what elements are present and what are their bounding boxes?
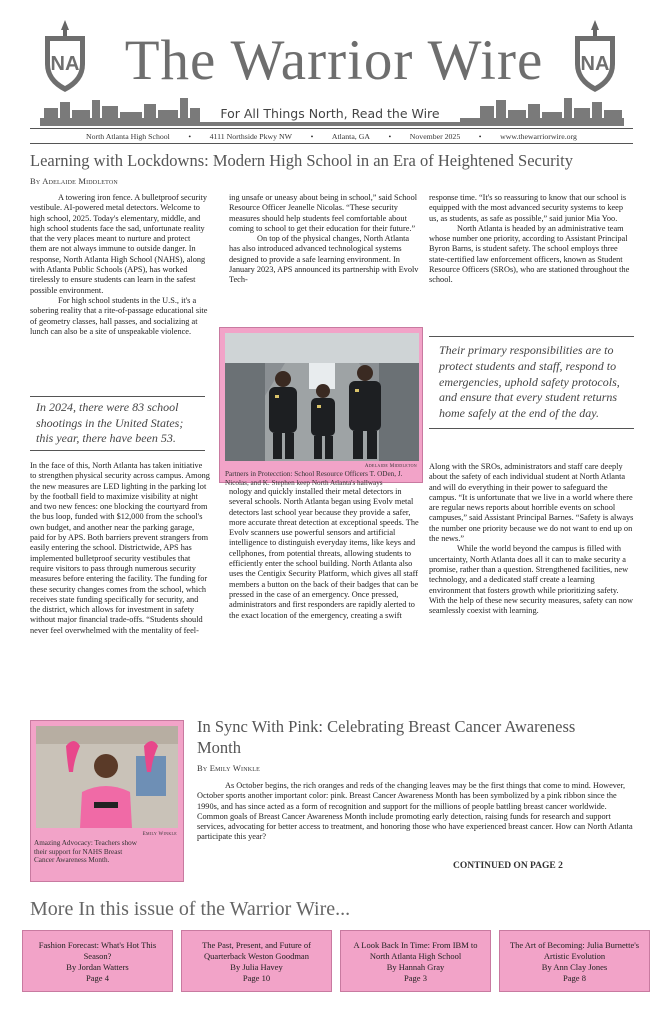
- article1-paragraph: In the face of this, North Atlanta has taken initiative to strengthen physical security across campus. Among the new measures are LED lighting in the parking lot by the football field to maximize visibility at night and two new fences: one blocking the courtyard from the bus loop, funded with $12,000 from the school's own budget, and another near the parking garage, paid for by APS. Both barriers prevent strangers from easily entering the school. Districtwide, APS has implemented bulletproof security vestibules that require visitors to pass through numerous security measures before entering the facility. The funding for these security changes comes from the school, which receives state funding specifically for security, and the district, which allows for investment in safety without major financial trade-offs. “Students should never feel overwhelmed with the mentality of feel-: [30, 461, 210, 635]
- article1-paragraph: On top of the physical changes, North Atlanta has also introduced advanced technological systems designed to provide a safe learning environment. In January 2023, APS announced its partnership with Evolv Tech-: [229, 234, 419, 285]
- sro-photo-frame: [219, 327, 423, 487]
- article1-paragraph: Along with the SROs, administrators and staff care deeply about the safety of each individual student at North Atlanta and will do everything in their power to safeguard the campus. “It is unfortunate that we live in a world where there are regular news reports about horrible events on school campuses,” said Assistant Principal Barnes. “Safety is always the number one priority because we do not want to end up on the news.”: [429, 462, 634, 544]
- article1-column-1: [30, 193, 208, 337]
- school-address: 4111 Northside Pkwy NW: [209, 131, 293, 141]
- teaser-author: By Julia Havey: [230, 962, 283, 972]
- school-name: North Atlanta High School: [86, 131, 170, 141]
- article2-byline: By Emily Winkle: [197, 763, 261, 773]
- teaser-author: By Ann Clay Jones: [541, 962, 608, 972]
- issue-date: November 2025: [409, 131, 461, 141]
- teaser-page: Page 8: [563, 973, 586, 983]
- article1-paragraph: While the world beyond the campus is filled with uncertainty, North Atlanta does all it can to make security a promise, rather than a question. Strengthened facilities, new technology, and a dedicated staff create a learning environment that fosters growth while prioritizing safety. With the help of these new security measures, safety can now seamlessly coexist with learning.: [429, 544, 634, 616]
- article1-paragraph: nology and quickly installed their metal detectors in several schools. North Atlanta began using Evolv metal detectors last school year because they provide a safer, more accurate threat detection at exceptional speeds. The Evolv scanners use powerful sensors and artificial intelligence to distinguish everyday items, like keys and cellphones, from potential threats, allowing students to efficiently enter the school building. North Atlanta also uses the Centigix Security Platform, which gives all staff members a button on the back of their badges that can be pressed in the case of an emergency. Once pressed, administrators and first responders are rapidly alerted to the exact location of the emergency, creating a swift: [229, 487, 419, 620]
- warrior-shield-logo-right: [572, 20, 618, 94]
- teaser-title: Fashion Forecast: What's Hot This Season?: [38, 940, 157, 961]
- bullet-icon: •: [188, 131, 192, 141]
- website-link[interactable]: www.thewarriorwire.org: [500, 131, 577, 141]
- photo-caption: Partners in Protecction: School Resource Officers T. ODen, J. Nicolas, and K. Stephen keep North Atlanta's hallways: [225, 470, 403, 487]
- teaser-title: The Art of Becoming: Julia Burnette's Artistic Evolution: [509, 940, 640, 961]
- sro-officers-photo: [225, 333, 419, 461]
- warrior-shield-logo-left: [42, 20, 88, 94]
- masthead-title: The Warrior Wire: [124, 29, 544, 92]
- teaser-author: By Hannah Gray: [386, 962, 445, 972]
- article2-paragraph: As October begins, the rich oranges and reds of the changing leaves may be the first things that come to mind. However, October sports another important color: pink. Breast Cancer Awareness Month has been symbolized by a pink ribbon since the 1990s, and has since acted as a form of recognition and support for the millions of people battling breast cancer worldwide. Common goals of Breast Cancer Awareness Month include promoting early detection, raising funds for research and support services, advocating for better access to treatment, and honoring those who have experienced breast cancer. How can North Atlanta participate this year?: [197, 781, 633, 842]
- teacher-pink-photo: [36, 726, 178, 828]
- svg-text:NA: NA: [50, 53, 80, 75]
- article1-column-1b: [30, 461, 210, 636]
- article1-paragraph: North Atlanta is headed by an administrative team whose number one priority, according to Assistant Principal Byron Barns, is student safety. The school employs three state-certified law enforcement officers, known as Student Resource Officers (SROs), who are stationed throughout the school.: [429, 223, 630, 285]
- pull-quote-sro: Their primary responsibilities are to protect students and staff, respond to emergencies, uphold safety protocols, and ensure that every student returns home safely at the end of the day.: [429, 336, 634, 429]
- photo-credit: Adelaide Middleton: [364, 464, 417, 469]
- teaser-title: The Past, Present, and Future of Quarterback Weston Goodman: [202, 940, 311, 961]
- teaser-page: Page 4: [86, 973, 109, 983]
- continued-link[interactable]: CONTINUED ON PAGE 2: [453, 861, 563, 871]
- article1-paragraph: A towering iron fence. A bulletproof security vestibule. AI-powered metal detectors. Welcome to high school, 2025. Today's elementary, middle, and high school students face the sad, unfortunate reality that the very places meant to nurture and protect them are not always immune to outside danger. In response, North Atlanta High School (NAHS), along with Atlanta Public Schools (APS), has worked tirelessly to ensure students can learn in the safest possible environment.: [30, 193, 208, 295]
- teaser-page: Page 10: [242, 973, 271, 983]
- article1-paragraph: For high school students in the U.S., it's a sobering reality that a rite-of-passage educational site of geometry classes, hall passes, and socializing at lunch can also be a site of unspeakable violence.: [30, 295, 208, 336]
- teaser-box-fashion[interactable]: [22, 930, 173, 992]
- pull-quote-statistic: In 2024, there were 83 school shootings in the United States; this year, there have been 53.: [30, 396, 205, 451]
- photo-credit: Emily Winkle: [142, 832, 177, 837]
- teaser-box-quarterback[interactable]: [181, 930, 332, 992]
- article1-column-3: [429, 193, 634, 286]
- svg-text:NA: NA: [580, 53, 610, 75]
- teaser-author: By Jordan Watters: [66, 962, 129, 972]
- masthead-slogan: For All Things North, Read the Wire: [200, 106, 460, 122]
- more-in-issue-boxes: [22, 930, 650, 992]
- info-bar: [30, 128, 633, 144]
- pink-photo-frame: [30, 720, 184, 882]
- bullet-icon: •: [388, 131, 392, 141]
- school-city: Atlanta, GA: [331, 131, 370, 141]
- more-in-issue-title: More In this issue of the Warrior Wire...: [30, 898, 351, 920]
- article1-column-2b: [229, 487, 421, 621]
- article1-column-2: [229, 193, 419, 286]
- bullet-icon: •: [310, 131, 314, 141]
- photo-caption: Amazing Advocacy: Teachers show their support for NAHS Breast Cancer Awareness Month.: [34, 839, 137, 864]
- teaser-box-ibm[interactable]: [340, 930, 491, 992]
- article1-paragraph: ing unsafe or uneasy about being in school,” said School Resource Officer Jeanelle Nicolas. “These security measures should help students feel comfortable about coming to school to get their education for their future.”: [229, 193, 418, 233]
- article2-body: [197, 781, 635, 843]
- bullet-icon: •: [478, 131, 482, 141]
- article1-column-3b: [429, 462, 634, 616]
- article1-headline: Learning with Lockdowns: Modern High School in an Era of Heightened Security: [30, 151, 574, 170]
- article1-paragraph: response time. “It's so reassuring to know that our school is equipped with the most advanced security systems to keep us, as students, as safe as possible,” said junior Mia Yoo.: [429, 193, 627, 223]
- teaser-page: Page 3: [404, 973, 427, 983]
- article2-headline: In Sync With Pink: Celebrating Breast Cancer Awareness Month: [197, 717, 576, 757]
- teaser-box-art[interactable]: [499, 930, 650, 992]
- article1-byline: By Adelaide Middleton: [30, 176, 118, 186]
- teaser-title: A Look Back In Time: From IBM to North Atlanta High School: [353, 940, 478, 961]
